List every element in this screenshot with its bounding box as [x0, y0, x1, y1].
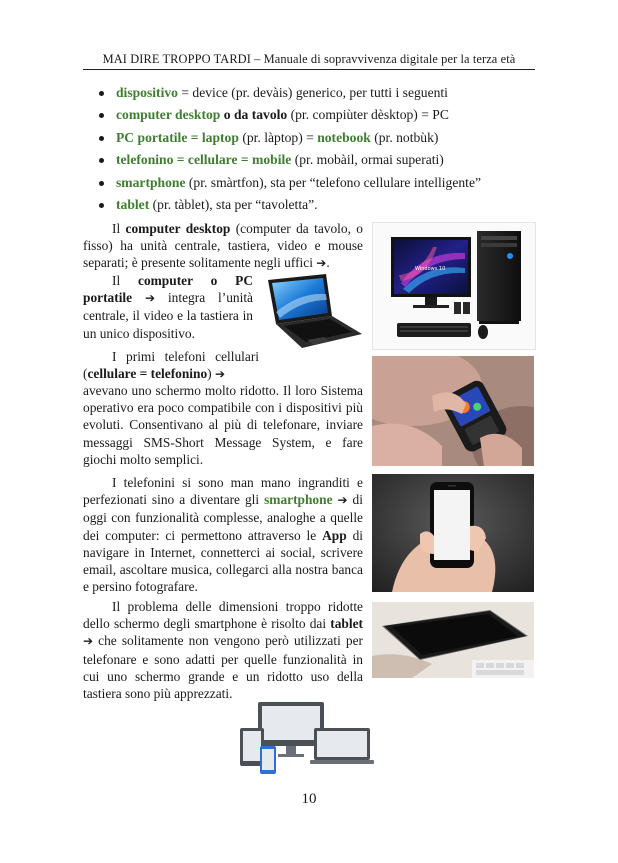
laptop-image [262, 272, 366, 350]
old-cellphone-image [372, 356, 534, 466]
book-title: MAI DIRE TROPPO TARDI [102, 52, 251, 66]
smartphone-image [372, 474, 534, 592]
desktop-computer-image [372, 222, 536, 350]
paragraph-laptop: Il computer o PC portatile ➔ integra l’unità centrale, il video e la tastiera in un unico dispositivo. [83, 273, 253, 341]
page-number: 10 [301, 791, 317, 807]
paragraph-phone-body: avevano uno schermo molto ridotto. Il loro Sistema operativo era poco compatibile con i dispositivi più evoluti. Consentivano al più di telefonare, inviare messaggi SMS-Short Message System, e fare giochi molto semplici. [83, 383, 363, 467]
paragraph-phone-intro: I primi telefoni cellulari (cellulare = telefonino) ➔ [83, 349, 259, 382]
running-header: MAI DIRE TROPPO TARDI – Manuale di sopravvivenza digitale per la terza età [83, 52, 535, 70]
paragraph-smartphone: I telefonini si sono man mano ingranditi e perfezionati sino a diventare gli smartphone ➔ di oggi con funzionalità complesse, analoghe a quelle dei computer: ci permettono attraverso le App di navigare in Internet, connetterci ai social, scrivere email, ascoltare musica, collegarci alla nostra banca e persino fotografare. [83, 475, 363, 595]
list-item: computer desktop o da tavolo (pr. compiùter dèsktop) = PC [96, 104, 536, 126]
arrow-right-icon: ➔ [316, 256, 327, 271]
windows-screen-text: Windows 10 [415, 266, 446, 272]
list-item: tablet (pr. tàblet), sta per “tavoletta”. [96, 194, 536, 216]
definitions-list [96, 82, 536, 216]
book-subtitle: Manuale di sopravvivenza digitale per la terza età [263, 52, 516, 66]
devices-illustration [238, 700, 374, 774]
arrow-right-icon: ➔ [337, 493, 348, 508]
list-item: telefonino = cellulare = mobile (pr. mobàil, ormai superati) [96, 149, 536, 171]
list-item: dispositivo = device (pr. devàis) generico, per tutti i seguenti [96, 82, 536, 104]
tablet-image [372, 602, 534, 678]
paragraph-tablet: Il problema delle dimensioni troppo ridotte dello schermo degli smartphone è risolto dai tablet ➔ che solitamente non vengono però utilizzati per telefonare e sono adatti per quelle funzionalità in cui uno schermo grande e un ridotto uso della tastiera sono più apprezzati. [83, 599, 363, 702]
paragraph-desktop: Il computer desktop (computer da tavolo, o fisso) ha unità centrale, tastiera, video e mouse separati; è presente solitamente negli uffici ➔. [83, 221, 363, 271]
arrow-right-icon: ➔ [145, 291, 156, 306]
list-item: smartphone (pr. smàrtfon), sta per “telefono cellulare intelligente” [96, 172, 536, 194]
arrow-right-icon: ➔ [214, 367, 226, 382]
arrow-right-icon: ➔ [83, 634, 94, 649]
list-item: PC portatile = laptop (pr. làptop) = notebook (pr. notbùk) [96, 127, 536, 149]
